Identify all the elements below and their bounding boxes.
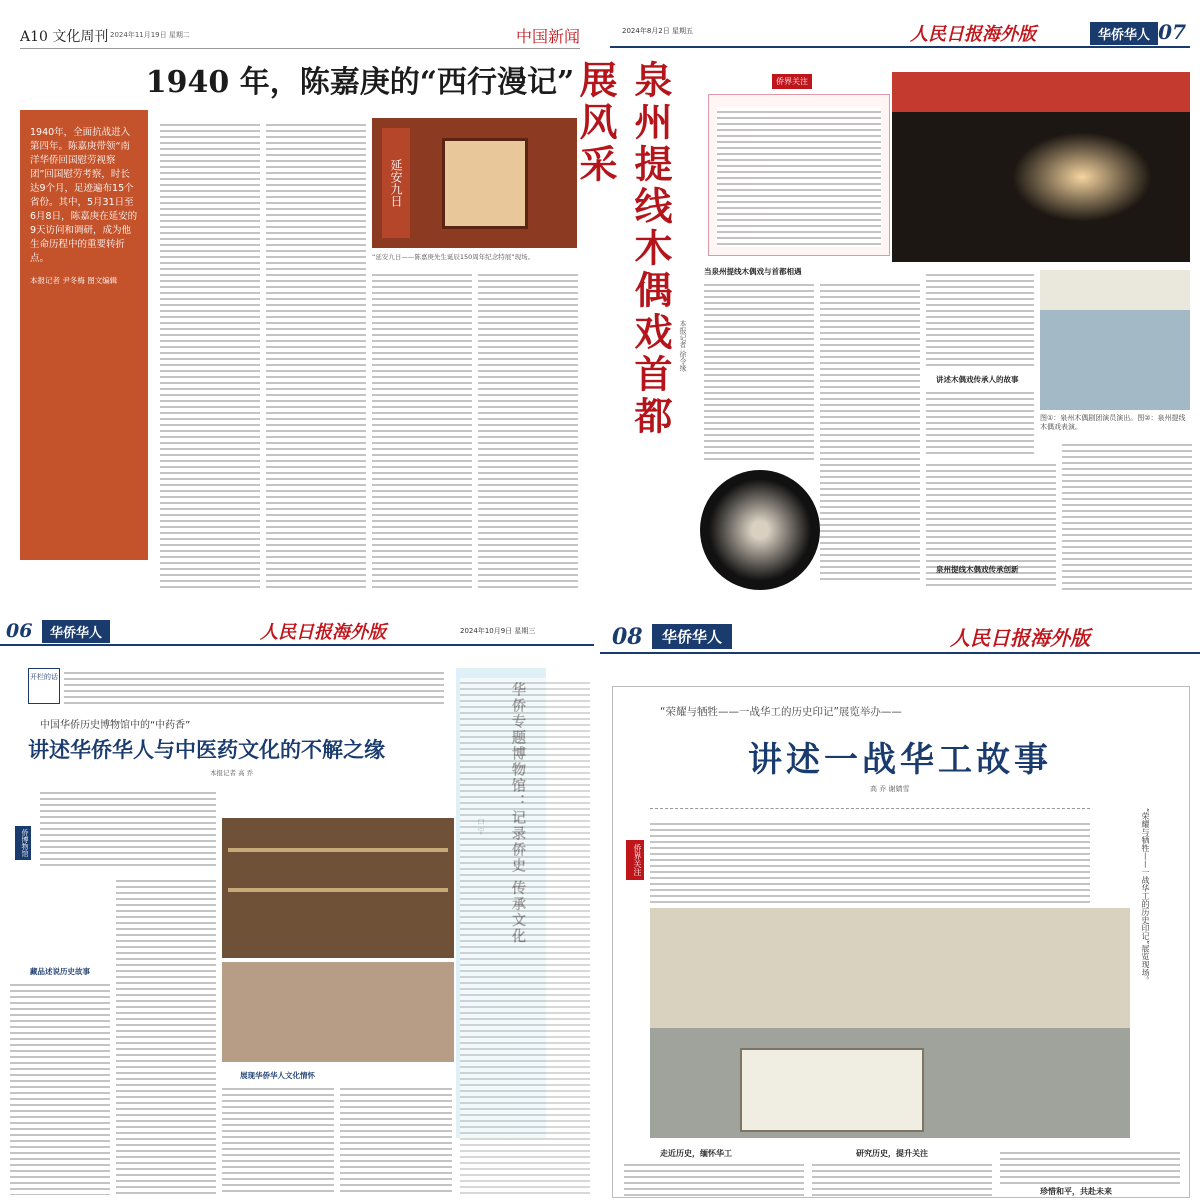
newspaper-logo: 人民日报海外版: [910, 24, 1036, 45]
article-body-col4: [340, 1084, 452, 1195]
subheading-3: 泉州提线木偶戏传承创新: [936, 565, 1019, 574]
intro-text: [717, 107, 881, 247]
portrait-frame: [442, 138, 528, 229]
exhibition-wall: [650, 908, 1130, 1028]
pharmacy-photo: [222, 818, 454, 958]
page-header: [0, 618, 594, 646]
shelf: [228, 888, 448, 892]
kicker: 中国华侨历史博物馆中的“中药香”: [40, 720, 191, 731]
lead-author: 本报记者 尹冬梅 图文编辑: [30, 276, 118, 285]
article-body-col4: [478, 270, 578, 590]
subheading-2: 展现华侨华人文化情怀: [240, 1071, 315, 1080]
visitors-photo: [222, 962, 454, 1062]
lead-text: 1940年，全面抗战进入第四年。陈嘉庚带领“南洋华侨回国慰劳视察团”回国慰劳考察，时长达9个月，足迹遍布15个省份。其中，5月31日至6月8日，陈嘉庚在延安的9天访问和调研，成为他生命历程中的重要转折点。: [30, 127, 138, 264]
stage-lights: [892, 72, 1190, 112]
headline: 泉州提线木偶戏首都展风采: [573, 60, 673, 438]
page-overseas-chinese-06: [0, 608, 594, 1200]
subheading-2: 讲述木偶戏传承人的故事: [936, 375, 1019, 384]
display-case: [740, 1048, 924, 1132]
section-name: 华侨华人: [1090, 22, 1158, 45]
page-overseas-chinese-07: [573, 0, 1200, 604]
newspaper-logo: 人民日报海外版: [950, 626, 1090, 650]
shelf: [228, 848, 448, 852]
subheading-2: 研究历史，提升关注: [856, 1149, 928, 1158]
article-body-col2: [116, 876, 216, 1195]
newspaper-logo: 人民日报海外版: [260, 622, 386, 643]
page-overseas-chinese-08: [600, 608, 1200, 1200]
page-number: 07: [1158, 20, 1186, 44]
newspaper-logo: 中国新闻: [515, 27, 580, 46]
puppet-stage-photo: [892, 72, 1190, 262]
intro-text: [64, 668, 444, 706]
lead-box: [20, 110, 148, 560]
lead-paragraph: [40, 788, 216, 868]
article-body-col2: [820, 280, 920, 580]
article-body-col1: [10, 980, 110, 1195]
article-body-col1: [704, 280, 814, 460]
stage-performers: [1012, 132, 1152, 222]
article-body-col2: [812, 1160, 992, 1196]
page-header: [610, 20, 1190, 48]
classroom-photo: [1040, 270, 1190, 410]
headline: 讲述华侨华人与中医药文化的不解之缘: [28, 737, 385, 762]
classroom-wall: [1040, 270, 1190, 310]
kicker: “荣耀与牺牲——一战华工的历史印记”展览举办——: [660, 706, 902, 718]
issue-date: 2024年11月19日 星期二: [110, 31, 190, 39]
section-tag: 侨界关注: [626, 840, 644, 880]
byline: 本报记者 徐令缘: [679, 320, 687, 372]
photo-caption: 图①：泉州木偶剧团演员演出。图②：泉州提线木偶戏表演。: [1040, 414, 1186, 431]
article-body-col3: [372, 270, 472, 590]
exhibition-photo: [372, 118, 577, 248]
exhibition-hall-photo: [650, 908, 1130, 1138]
photo-caption: “荣耀与牺牲——一战华工的历史印记”展览现场。: [1141, 808, 1150, 985]
headline: 1940 年，陈嘉庚的“西行漫记”: [145, 65, 575, 100]
issue-date: 2024年10月9日 星期三: [460, 627, 536, 635]
headline: 讲述一战华工故事: [748, 740, 1052, 780]
page-number: 08: [612, 624, 643, 650]
section-name: A10 文化周刊: [20, 29, 109, 45]
exhibition-banner: 延安九日: [382, 128, 410, 238]
sidebar-body: [460, 678, 590, 1195]
subheading-1: 走近历史，缅怀华工: [660, 1149, 732, 1158]
intro-box: [708, 94, 890, 256]
photo-caption: “延安九日——陈嘉庚先生诞辰150周年纪念特展”现场。: [372, 253, 535, 261]
subheading-3: 珍惜和平，共赴未来: [1040, 1187, 1112, 1196]
page-culture-weekly: [0, 0, 594, 604]
page-header: [20, 22, 580, 49]
lead-box: [650, 808, 1090, 909]
lead-text: [650, 819, 1090, 903]
article-body-col3: [926, 270, 1034, 370]
puppeteer-photo: [700, 470, 820, 590]
article-body-col3: [222, 1084, 334, 1195]
section-name: 华侨华人: [652, 624, 732, 649]
subheading-1: 藏品述说历史故事: [30, 967, 90, 976]
page-number: 06: [6, 620, 33, 642]
section-tag: 侨界关注: [772, 74, 812, 89]
byline: 高 乔 谢婧雪: [870, 785, 910, 793]
section-tag: 侨博物馆: [15, 826, 31, 860]
article-body-col1: [624, 1160, 804, 1196]
page-header: [600, 622, 1200, 654]
article-body-col3b: [926, 388, 1034, 458]
issue-date: 2024年8月2日 星期五: [622, 27, 693, 35]
article-body-col2: [266, 120, 366, 590]
byline: 本报记者 高 乔: [210, 769, 254, 777]
article-body-col3: [1000, 1148, 1180, 1184]
subheading-1: 当泉州提线木偶戏与首都相遇: [704, 267, 802, 276]
article-body-col5: [1062, 440, 1192, 590]
intro-label: 开栏的话: [28, 668, 60, 704]
article-body-col1: [160, 120, 260, 590]
section-name: 华侨华人: [42, 620, 110, 643]
